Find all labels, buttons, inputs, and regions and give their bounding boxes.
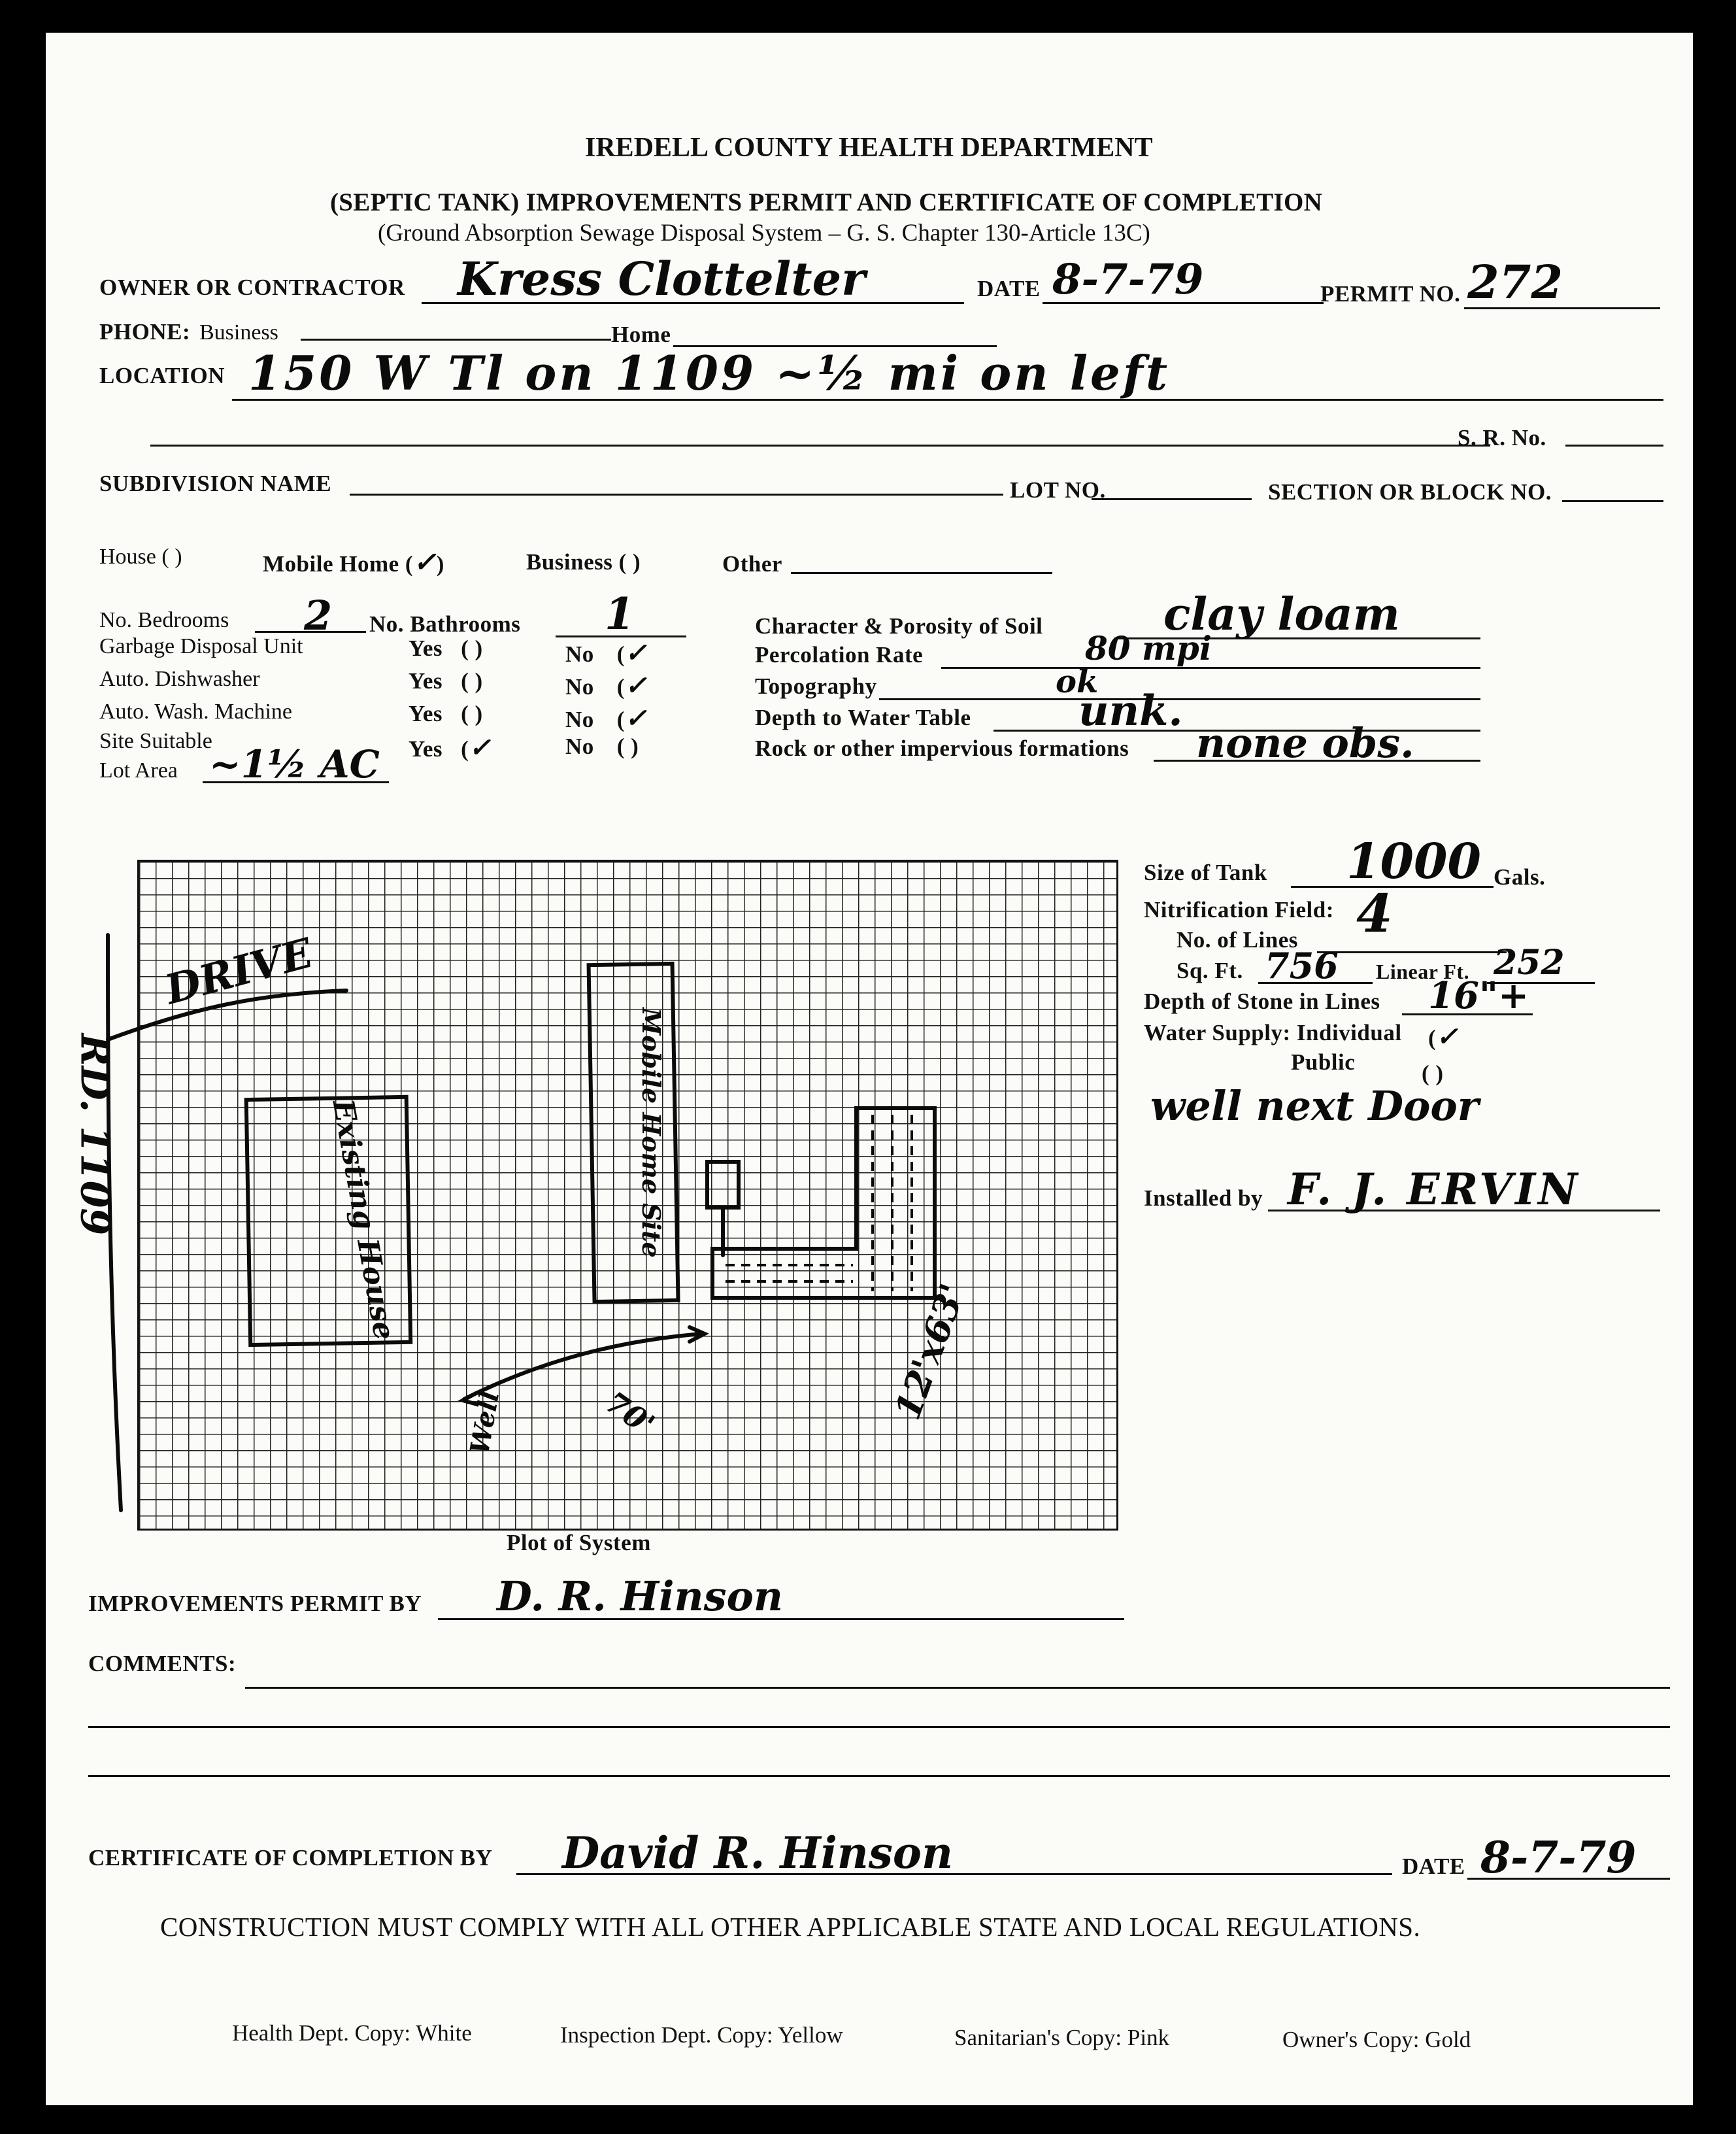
- phone-home-label: Home: [611, 322, 671, 347]
- wash-machine-no-check: ✓: [624, 703, 647, 734]
- septic-tank-box: [707, 1162, 739, 1208]
- topography-value[interactable]: ok: [1056, 664, 1099, 700]
- copy-sanitarian: Sanitarian's Copy: Pink: [954, 2025, 1170, 2050]
- permit-form: [46, 33, 1693, 2105]
- comments-line-2[interactable]: [88, 1726, 1670, 1728]
- bathrooms-label: No. Bathrooms: [369, 611, 521, 637]
- comments-line-1[interactable]: [245, 1687, 1670, 1689]
- permit-by-signature[interactable]: D. R. Hinson: [497, 1572, 783, 1620]
- certificate-date-label: DATE: [1402, 1854, 1465, 1879]
- location-value[interactable]: 150 W Tl on 1109 ~½ mi on left: [248, 345, 1171, 401]
- soil-character-value[interactable]: clay loam: [1163, 588, 1400, 641]
- dishwasher-no[interactable]: No (✓: [565, 670, 647, 701]
- distance-label: 70': [599, 1384, 661, 1443]
- dishwasher-no-check: ✓: [624, 670, 647, 701]
- well-arrow-line: [464, 1334, 703, 1399]
- plot-sketch: [46, 33, 1693, 2105]
- subdivision-label: SUBDIVISION NAME: [99, 471, 332, 496]
- permit-subtitle: (Ground Absorption Sewage Disposal System – G. S. Chapter 130-Article 13C): [378, 220, 1150, 246]
- phone-label: PHONE:: [99, 319, 191, 345]
- linear-ft-value[interactable]: 252: [1494, 943, 1565, 983]
- other-label: Other: [722, 551, 782, 577]
- percolation-label: Percolation Rate: [755, 642, 924, 668]
- wash-machine-yes[interactable]: Yes ( ): [409, 701, 483, 726]
- linear-ft-label: Linear Ft.: [1376, 960, 1470, 983]
- lot-no-label: LOT NO.: [1010, 477, 1106, 503]
- certificate-label: CERTIFICATE OF COMPLETION BY: [88, 1845, 493, 1871]
- rock-label: Rock or other impervious formations: [755, 736, 1129, 761]
- drive-label: DRIVE: [160, 928, 318, 1014]
- copy-inspection-dept: Inspection Dept. Copy: Yellow: [560, 2022, 843, 2048]
- wash-machine-label: Auto. Wash. Machine: [99, 700, 293, 724]
- lot-area-label: Lot Area: [99, 758, 178, 783]
- sqft-value[interactable]: 756: [1265, 945, 1339, 987]
- well-note[interactable]: well next Door: [1150, 1082, 1479, 1130]
- compliance-notice: CONSTRUCTION MUST COMPLY WITH ALL OTHER APPLICABLE STATE AND LOCAL REGULATIONS.: [160, 1912, 1421, 1942]
- well-label: Well: [464, 1388, 506, 1457]
- water-table-value[interactable]: unk.: [1078, 686, 1183, 736]
- bedrooms-label: No. Bedrooms: [99, 608, 229, 632]
- plot-caption: Plot of System: [507, 1530, 651, 1555]
- bathrooms-value[interactable]: 1: [605, 588, 635, 639]
- site-suitable-yes[interactable]: Yes (✓: [409, 732, 492, 763]
- water-supply-label: Water Supply: Individual: [1144, 1020, 1402, 1045]
- garbage-disposal-no-check: ✓: [624, 637, 647, 668]
- installed-by-label: Installed by: [1144, 1185, 1263, 1211]
- date-value[interactable]: 8-7-79: [1052, 255, 1204, 304]
- field-dimension-label: 12'x63': [886, 1278, 974, 1425]
- tank-size-value[interactable]: 1000: [1346, 834, 1481, 890]
- stone-depth-value[interactable]: 16"+: [1428, 974, 1529, 1017]
- water-individual-check: ✓: [1436, 1021, 1459, 1052]
- copy-owner: Owner's Copy: Gold: [1282, 2027, 1471, 2052]
- garbage-disposal-label: Garbage Disposal Unit: [99, 634, 303, 658]
- sr-no-label: S. R. No.: [1458, 425, 1546, 450]
- owner-value[interactable]: Kress Clottelter: [458, 252, 865, 306]
- water-table-label: Depth to Water Table: [755, 705, 971, 730]
- garbage-disposal-no[interactable]: No (✓: [565, 637, 647, 668]
- section-label: SECTION OR BLOCK NO.: [1268, 479, 1552, 505]
- water-public-option[interactable]: ( ): [1422, 1060, 1444, 1086]
- permit-no-label: PERMIT NO.: [1320, 281, 1461, 307]
- bedrooms-value[interactable]: 2: [304, 592, 333, 639]
- copy-health-dept: Health Dept. Copy: White: [232, 2020, 472, 2046]
- stone-depth-label: Depth of Stone in Lines: [1144, 989, 1380, 1014]
- agency-title: IREDELL COUNTY HEALTH DEPARTMENT: [585, 133, 1153, 163]
- soil-character-label: Character & Porosity of Soil: [755, 613, 1043, 639]
- site-suitable-yes-check: ✓: [469, 732, 492, 763]
- date-label: DATE: [977, 276, 1041, 301]
- business-option[interactable]: Business ( ): [526, 549, 641, 575]
- lot-area-value[interactable]: ~1½ AC: [209, 742, 380, 787]
- dishwasher-yes[interactable]: Yes ( ): [409, 668, 483, 694]
- certificate-signature[interactable]: David R. Hinson: [562, 1827, 953, 1878]
- comments-label: COMMENTS:: [88, 1651, 237, 1676]
- road-label: RD. 1109: [71, 1033, 118, 1236]
- certificate-date-value[interactable]: 8-7-79: [1480, 1832, 1637, 1883]
- permit-by-label: IMPROVEMENTS PERMIT BY: [88, 1591, 422, 1616]
- topography-label: Topography: [755, 673, 877, 699]
- mobile-home-check: ✓: [413, 546, 437, 578]
- lines-value[interactable]: 4: [1356, 883, 1393, 944]
- permit-title: (SEPTIC TANK) IMPROVEMENTS PERMIT AND CERTIFICATE OF COMPLETION: [330, 188, 1323, 216]
- existing-house-label: Existing House: [326, 1096, 401, 1343]
- nitrification-label: Nitrification Field:: [1144, 897, 1334, 923]
- wash-machine-no[interactable]: No (✓: [565, 703, 647, 734]
- field-outline: [712, 1108, 935, 1298]
- garbage-disposal-yes[interactable]: Yes ( ): [409, 635, 483, 661]
- location-label: LOCATION: [99, 363, 225, 388]
- house-option[interactable]: House ( ): [99, 545, 182, 569]
- site-suitable-no[interactable]: No ( ): [565, 734, 639, 759]
- owner-label: OWNER OR CONTRACTOR: [99, 275, 405, 300]
- site-suitable-label: Site Suitable: [99, 729, 212, 753]
- gals-label: Gals.: [1494, 864, 1546, 890]
- percolation-value[interactable]: 80 mpi: [1085, 629, 1212, 668]
- phone-business-label: Business: [199, 320, 278, 345]
- permit-no-value[interactable]: 272: [1467, 255, 1563, 309]
- water-individual-option[interactable]: (✓: [1428, 1021, 1459, 1052]
- dishwasher-label: Auto. Dishwasher: [99, 667, 260, 691]
- comments-line-3[interactable]: [88, 1775, 1670, 1777]
- rock-value[interactable]: none obs.: [1196, 719, 1414, 767]
- public-label: Public: [1291, 1049, 1356, 1075]
- lines-label: No. of Lines: [1177, 927, 1298, 953]
- tank-size-label: Size of Tank: [1144, 860, 1267, 885]
- installed-by-value[interactable]: F. J. ERVIN: [1288, 1164, 1580, 1215]
- mobile-home-site-label: Mobile Home Site: [636, 1008, 666, 1258]
- mobile-home-option[interactable]: Mobile Home (✓): [263, 546, 444, 578]
- sqft-label: Sq. Ft.: [1177, 958, 1243, 983]
